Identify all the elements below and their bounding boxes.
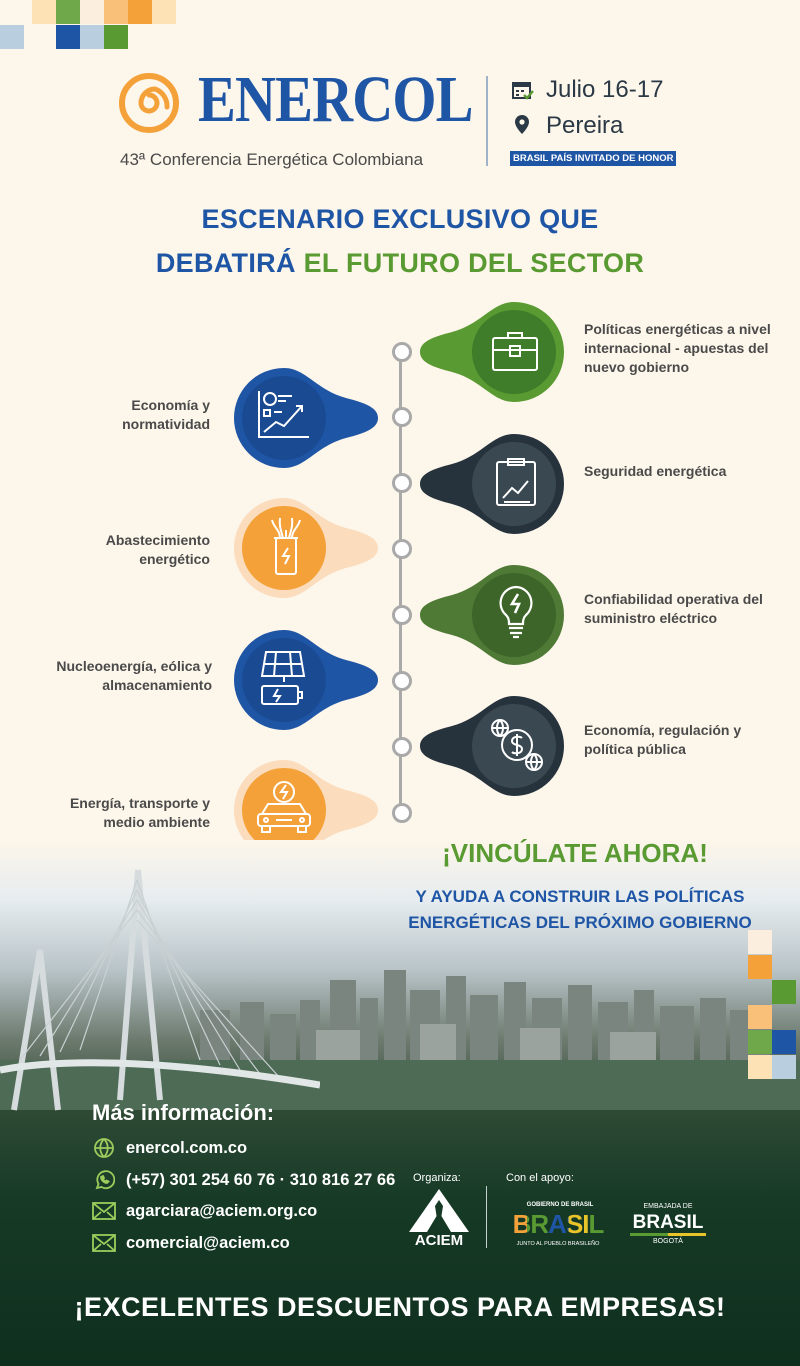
headline-debatira: DEBATIRÁ bbox=[155, 248, 296, 278]
topic-pin-right bbox=[418, 432, 566, 536]
topic-label: Seguridad energética bbox=[584, 463, 727, 479]
report-chart-icon bbox=[494, 458, 538, 508]
cta-line1: Y AYUDA A CONSTRUIR LAS POLÍTICAS bbox=[415, 887, 745, 906]
timeline-node bbox=[392, 539, 412, 559]
apoyo-label: Con el apoyo: bbox=[506, 1172, 574, 1184]
timeline-node bbox=[392, 737, 412, 757]
bridge-illustration bbox=[0, 860, 320, 1120]
headline-line2 bbox=[0, 248, 800, 279]
guest-country-badge: BRASIL PAÍS INVITADO DE HONOR bbox=[510, 151, 676, 166]
event-date: Julio 16-17 bbox=[546, 76, 664, 103]
timeline-node bbox=[392, 605, 412, 625]
topic-label: Economía y normatividad bbox=[122, 397, 210, 432]
contact-email-2[interactable] bbox=[92, 1232, 290, 1254]
cta-title: ¡VINCÚLATE AHORA! bbox=[442, 838, 708, 868]
timeline-node bbox=[392, 473, 412, 493]
topic-pin-right bbox=[418, 563, 566, 667]
email-icon bbox=[92, 1232, 116, 1254]
header-divider bbox=[486, 76, 488, 166]
topic-pin-left bbox=[232, 496, 382, 600]
gov-brasil-word: BRASIL bbox=[506, 1209, 610, 1240]
event-city: Pereira bbox=[546, 112, 624, 139]
enercol-logo-text: ENERCOL bbox=[198, 63, 473, 136]
contact-website[interactable] bbox=[92, 1137, 247, 1159]
cta-description bbox=[360, 884, 800, 936]
briefcase-icon bbox=[490, 326, 540, 376]
battery-cable-icon bbox=[268, 514, 304, 578]
enercol-spiral-logo-icon bbox=[118, 72, 180, 134]
calendar-icon bbox=[512, 80, 534, 100]
finance-chart-icon bbox=[256, 388, 312, 440]
email-icon bbox=[92, 1200, 116, 1222]
embassy-top: EMBAJADA DE bbox=[643, 1203, 693, 1210]
aciem-logo-icon bbox=[408, 1188, 470, 1234]
headline-line1: ESCENARIO EXCLUSIVO QUE bbox=[201, 204, 599, 234]
aciem-text: ACIEM bbox=[414, 1232, 464, 1249]
lightbulb-bolt-icon bbox=[496, 584, 536, 640]
topic-label: Nucleoenergía, eólica y almacenamiento bbox=[56, 658, 212, 693]
org-divider bbox=[486, 1186, 487, 1248]
timeline-node bbox=[392, 803, 412, 823]
topic-label: Economía, regulación y política pública bbox=[584, 722, 742, 757]
gov-brasil-top: GOBIERNO DE BRASIL bbox=[526, 1202, 594, 1208]
globe-icon bbox=[92, 1137, 116, 1159]
globe-dollar-icon bbox=[488, 716, 546, 774]
email1-text[interactable]: agarciara@aciem.org.co bbox=[126, 1201, 318, 1220]
headline-future: EL FUTURO DEL SECTOR bbox=[303, 248, 645, 278]
gov-brasil-bottom: JUNTO AL PUEBLO BRASILEÑO bbox=[516, 1241, 600, 1247]
organiza-label: Organiza: bbox=[413, 1172, 461, 1184]
conference-subtitle: 43ª Conferencia Energética Colombiana bbox=[120, 150, 424, 169]
cta-line2: ENERGÉTICAS DEL PRÓXIMO GOBIERNO bbox=[408, 913, 752, 932]
website-text[interactable]: enercol.com.co bbox=[126, 1138, 248, 1157]
footer-discounts: ¡EXCELENTES DESCUENTOS PARA EMPRESAS! bbox=[74, 1292, 726, 1322]
phone-text[interactable]: (+57) 301 254 60 76 · 310 816 27 66 bbox=[126, 1170, 396, 1189]
contact-email-1[interactable] bbox=[92, 1200, 317, 1222]
topic-label: Confiabilidad operativa del suministro eléctrico bbox=[584, 591, 763, 626]
embassy-stripe bbox=[630, 1233, 706, 1236]
timeline-node bbox=[392, 671, 412, 691]
timeline-node bbox=[392, 342, 412, 362]
solar-battery-icon bbox=[256, 648, 312, 710]
whatsapp-icon bbox=[92, 1169, 116, 1191]
email2-text[interactable]: comercial@aciem.co bbox=[126, 1233, 290, 1252]
topic-label: Abastecimiento energético bbox=[105, 532, 210, 567]
topic-label: Energía, transporte y medio ambiente bbox=[69, 795, 210, 830]
location-pin-icon bbox=[514, 114, 530, 136]
timeline-node bbox=[392, 407, 412, 427]
embassy-word: BRASIL bbox=[632, 1212, 704, 1233]
electric-car-icon bbox=[254, 780, 314, 836]
topic-label: Políticas energéticas a nivel internacional - apuestas del nuevo gobierno bbox=[584, 321, 771, 375]
contact-phone[interactable] bbox=[92, 1169, 395, 1191]
contact-title: Más información: bbox=[92, 1100, 275, 1125]
embassy-city: BOGOTÁ bbox=[653, 1238, 683, 1245]
